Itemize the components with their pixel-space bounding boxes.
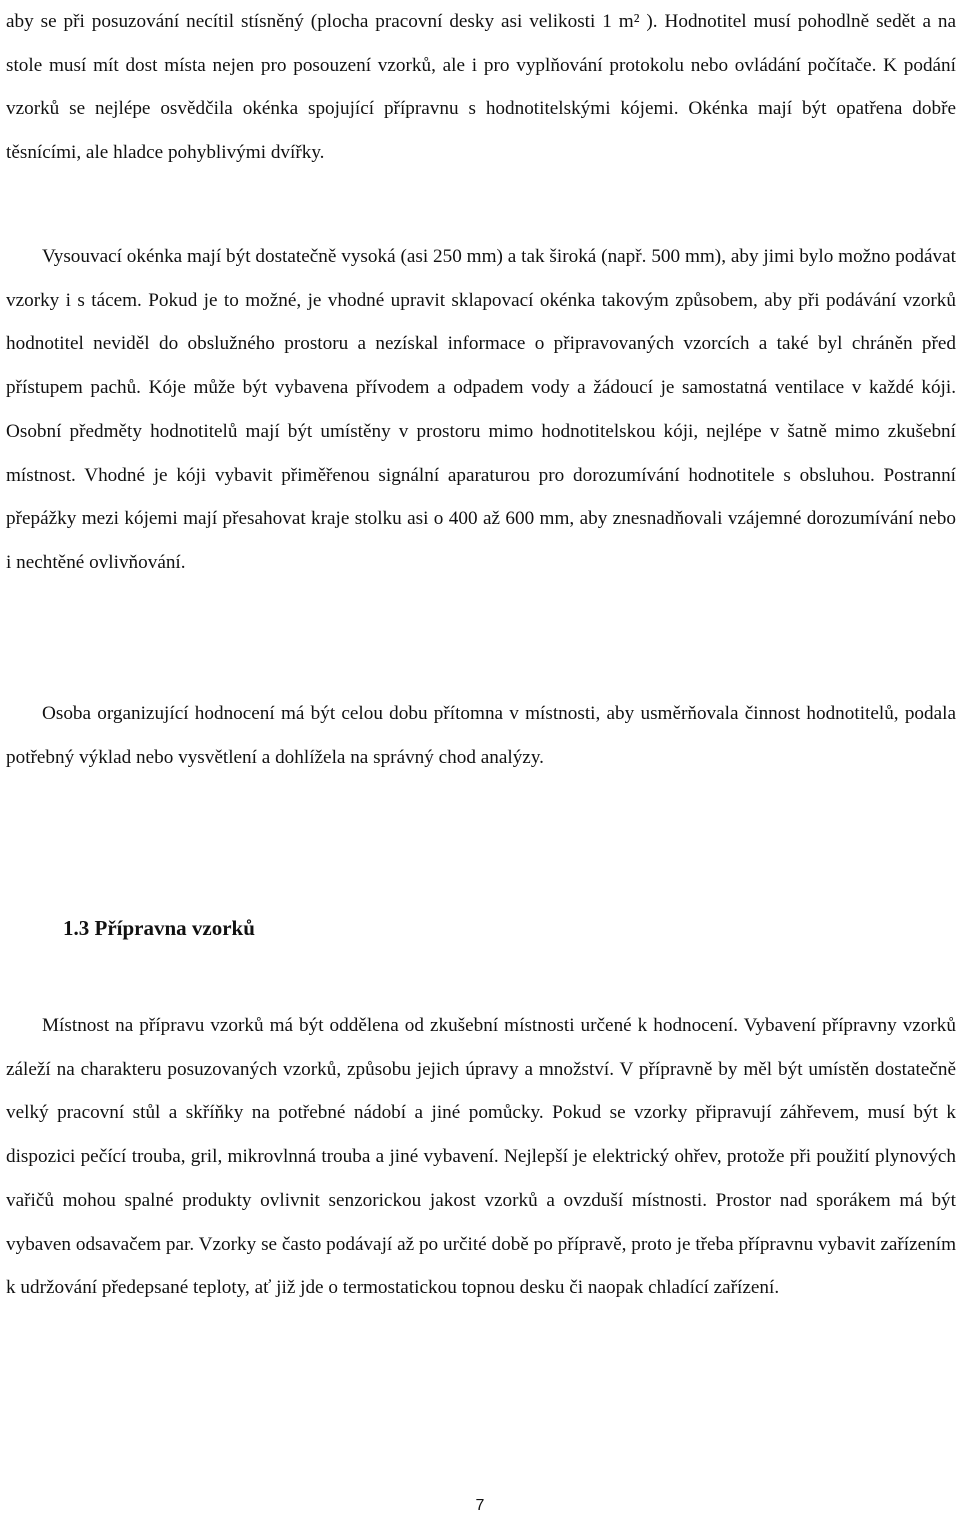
document-page [6, 0, 956, 1521]
paragraph-organizer: Osoba organizující hodnocení má být celou dobu přítomna v místnosti, aby usměrňovala činnost hodnotitelů, podala potřebný výklad nebo vysvětlení a dohlížela na správný chod analýzy. [6, 703, 956, 768]
paragraph-windows: Vysouvací okénka mají být dostatečně vysoká (asi 250 mm) a tak široká (např. 500 mm), aby jimi bylo možno podávat vzorky i s tácem. Pokud je to možné, je vhodné upravit sklapovací okénka takovým způsobem, aby při podávání vzorků hodnotitel neviděl do obslužného prostoru a nezískal informace o připravovaných vzorcích a také byl chráněn před přístupem pachů. Kóje může být vybavena přívodem a odpadem vody a žádoucí je samostatná ventilace v každé kóji. Osobní předměty hodnotitelů mají být umístěny v prostoru mimo hodnotitelskou kóji, nejlépe v šatně mimo zkušební místnost. Vhodné je kóji vybavit přiměřenou signální aparaturou pro dorozumívání hodnotitele s obsluhou. Postranní přepážky mezi kójemi mají přesahovat kraje stolku asi o 400 až 600 mm, aby znesnadňovali vzájemné dorozumívání nebo i nechtěné ovlivňování. [6, 246, 956, 573]
section-heading: 1.3 Přípravna vzorků [63, 916, 255, 940]
page-number: 7 [475, 1497, 485, 1514]
paragraph-preparation-room: Místnost na přípravu vzorků má být oddělena od zkušební místnosti určené k hodnocení. Vybavení přípravny vzorků záleží na charakteru posuzovaných vzorků, způsobu jejich úpravy a množství. V přípravně by měl být umístěn dostatečně velký pracovní stůl a skříňky na potřebné nádobí a jiné pomůcky. Pokud se vzorky připravují záhřevem, musí být k dispozici pečící trouba, gril, mikrovlnná trouba a jiné vybavení. Nejlepší je elektrický ohřev, protože při použití plynových vařičů mohou spalné produkty ovlivnit senzorickou jakost vzorků a ovzduší místnosti. Prostor nad sporákem má být vybaven odsavačem par. Vzorky se často podávají až po určité době po přípravě, proto je třeba přípravnu vybavit zařízením k udržování předepsané teploty, ať již jde o termostatickou topnou desku či naopak chladící zařízení. [6, 1015, 956, 1299]
paragraph-continuation: aby se při posuzování necítil stísněný (plocha pracovní desky asi velikosti 1 m² ). Hodnotitel musí pohodlně sedět a na stole musí mít dost místa nejen pro posouzení vzorků, ale i pro vyplňování protokolu nebo ovládání počítače. K podání vzorků se nejlépe osvědčila okénka spojující přípravnu s hodnotitelskými kójemi. Okénka mají být opatřena dobře těsnícími, ale hladce pohyblivými dvířky. [6, 11, 956, 164]
